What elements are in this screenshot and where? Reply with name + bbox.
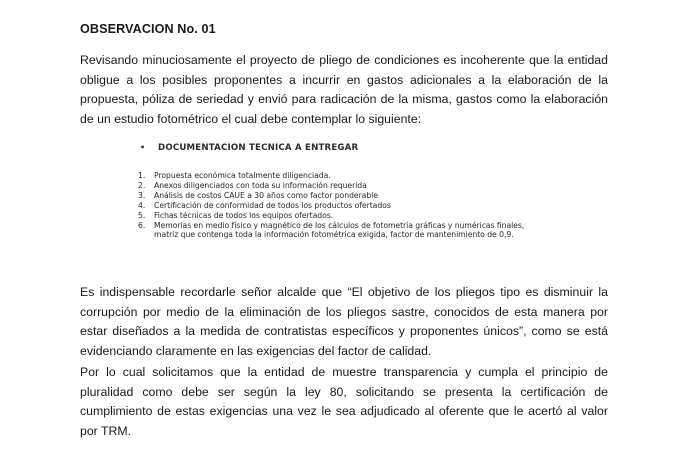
requirements-list (138, 171, 588, 240)
scanned-excerpt-title-text: DOCUMENTACION TECNICA A ENTREGAR (158, 143, 359, 153)
list-item-number: 3. (138, 190, 146, 200)
list-item-continuation: matriz que contenga toda la información fotométrica exigida, factor de mantenimiento de 0,9. (154, 230, 514, 240)
bullet-icon: • (140, 143, 146, 152)
list-item-text: Análisis de costos CAUE a 30 años como factor ponderable (154, 190, 378, 200)
list-item-text: Propuesta económica totalmente diligenciada. (154, 171, 331, 180)
list-item-number: 4. (138, 200, 146, 210)
list-item-text: Fichas técnicas de todos los equipos ofertados. (154, 210, 334, 220)
list-item (138, 171, 588, 181)
list-item-number: 5. (138, 210, 146, 220)
list-item (138, 211, 588, 221)
list-item-text-wrap (154, 221, 588, 241)
list-item-text: Certificación de conformidad de todos los productos ofertados (154, 200, 391, 210)
paragraph-request: Por lo cual solicitamos que la entidad de muestre transparencia y cumpla el principio de pluralidad como debe ser según la ley 80, solicitando se presenta la certificación de cumplimiento de estas exigencias una vez le sea adjudicado al oferente que le acertó al valor por TRM. (80, 365, 608, 438)
list-item (138, 221, 588, 241)
list-item-number: 6. (138, 220, 146, 230)
paragraph-quote: Es indispensable recordarle señor alcalde que “El objetivo de los pliegos tipo es disminuir la corrupción por medio de la eliminación de los pliegos sastre, conocidos de esta manera por estar diseñados a la medida de contratistas específicos y proponentes únicos”, como se está evidenciando claramente en las exigencias del factor de calidad. (80, 285, 608, 358)
list-item-number: 1. (138, 171, 146, 180)
list-item (138, 191, 588, 201)
paragraph-intro: Revisando minuciosamente el proyecto de pliego de condiciones es incoherente que la entidad obligue a los posibles proponentes a incurrir en gastos adicionales a la elaboración de la propuesta, póliza de seriedad y envió para radicación de la misma, gastos como la elaboración de un estudio fotométrico el cual debe contemplar lo siguiente: (80, 53, 608, 126)
scanned-excerpt-title (140, 141, 588, 155)
list-item-number: 2. (138, 180, 146, 190)
observation-heading: OBSERVACION No. 01 (80, 22, 216, 36)
list-item (138, 181, 588, 191)
scanned-excerpt (138, 141, 588, 240)
list-item-text: Memorias en medio físico y magnético de los cálculos de fotometría gráficas y numéricas finales, (154, 220, 525, 230)
list-item-text: Anexos diligenciados con toda su información requerida (154, 180, 367, 190)
list-item (138, 201, 588, 211)
